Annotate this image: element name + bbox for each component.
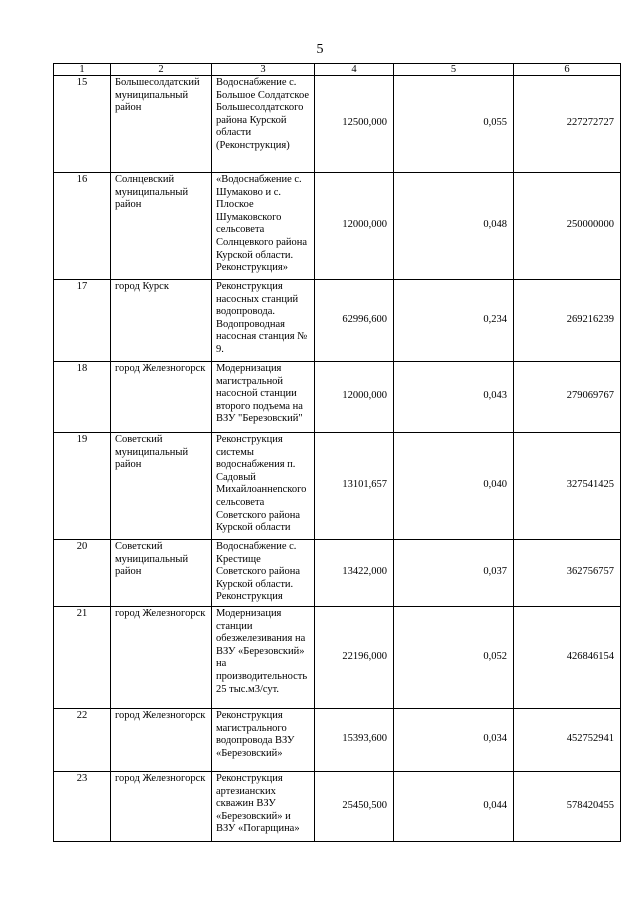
table-row — [54, 280, 621, 362]
table-row — [54, 173, 621, 280]
cost-cell: 15393,600 — [315, 708, 394, 771]
district-cell: Советский муниципальный район — [111, 433, 212, 540]
table-row — [54, 362, 621, 433]
rank-value-cell: 452752941 — [514, 708, 621, 771]
coefficient-cell: 0,034 — [394, 708, 514, 771]
coefficient-cell: 0,040 — [394, 433, 514, 540]
rank-value-cell: 279069767 — [514, 362, 621, 433]
column-header: 4 — [315, 64, 394, 76]
table-row — [54, 771, 621, 841]
project-cell: Модернизация магистральной насосной станции второго подъема на ВЗУ "Березовский" — [212, 362, 315, 433]
coefficient-cell: 0,043 — [394, 362, 514, 433]
district-cell: город Железногорск — [111, 708, 212, 771]
rank-value-cell: 327541425 — [514, 433, 621, 540]
project-cell: Реконструкция артезианских скважин ВЗУ «Березовский» и ВЗУ «Погарщина» — [212, 771, 315, 841]
row-number: 18 — [54, 362, 111, 433]
rank-value-cell: 269216239 — [514, 280, 621, 362]
table-row — [54, 708, 621, 771]
table-row — [54, 76, 621, 173]
district-cell: Солнцевский муниципальный район — [111, 173, 212, 280]
table-row — [54, 606, 621, 708]
header-row — [54, 64, 621, 76]
cost-cell: 13101,657 — [315, 433, 394, 540]
cost-cell: 12500,000 — [315, 76, 394, 173]
project-cell: Модернизация станции обезжелезивания на ВЗУ «Березовский» на производительность 25 тыс.м3/сут. — [212, 606, 315, 708]
project-cell: Реконструкция магистрального водопровода ВЗУ «Березовский» — [212, 708, 315, 771]
row-number: 17 — [54, 280, 111, 362]
column-header: 5 — [394, 64, 514, 76]
rank-value-cell: 426846154 — [514, 606, 621, 708]
rank-value-cell: 227272727 — [514, 76, 621, 173]
column-header: 3 — [212, 64, 315, 76]
project-cell: Реконструкция насосных станций водопровода. Водопроводная насосная станция № 9. — [212, 280, 315, 362]
rank-value-cell: 578420455 — [514, 771, 621, 841]
rank-value-cell: 362756757 — [514, 540, 621, 607]
page-number: 5 — [316, 42, 324, 57]
cost-cell: 22196,000 — [315, 606, 394, 708]
coefficient-cell: 0,044 — [394, 771, 514, 841]
rank-value-cell: 250000000 — [514, 173, 621, 280]
row-number: 22 — [54, 708, 111, 771]
table-row — [54, 433, 621, 540]
coefficient-cell: 0,055 — [394, 76, 514, 173]
column-header: 1 — [54, 64, 111, 76]
coefficient-cell: 0,037 — [394, 540, 514, 607]
cost-cell: 25450,500 — [315, 771, 394, 841]
project-cell: Реконструкция системы водоснабжения п. Садовый Михайлоаннenского сельсовета Советского района Курской области — [212, 433, 315, 540]
table-row — [54, 540, 621, 607]
district-cell: Советский муниципальный район — [111, 540, 212, 607]
coefficient-cell: 0,052 — [394, 606, 514, 708]
cost-cell: 13422,000 — [315, 540, 394, 607]
row-number: 15 — [54, 76, 111, 173]
district-cell: город Железногорск — [111, 771, 212, 841]
coefficient-cell: 0,234 — [394, 280, 514, 362]
district-cell: город Железногорск — [111, 362, 212, 433]
column-header: 6 — [514, 64, 621, 76]
column-header: 2 — [111, 64, 212, 76]
cost-cell: 12000,000 — [315, 362, 394, 433]
row-number: 20 — [54, 540, 111, 607]
cost-cell: 62996,600 — [315, 280, 394, 362]
project-cell: «Водоснабжение с. Шумаково и с. Плоское Шумаковского сельсовета Солнцевкого района Курской области. Реконструкция» — [212, 173, 315, 280]
row-number: 23 — [54, 771, 111, 841]
project-cell: Водоснабжение с. Крестище Советского района Курской области. Реконструкция — [212, 540, 315, 607]
cost-cell: 12000,000 — [315, 173, 394, 280]
row-number: 21 — [54, 606, 111, 708]
district-cell: Большесолдатский муниципальный район — [111, 76, 212, 173]
district-cell: город Курск — [111, 280, 212, 362]
row-number: 16 — [54, 173, 111, 280]
project-cell: Водоснабжение с. Большое Солдатское Большесолдатского района Курской области (Реконструкция) — [212, 76, 315, 173]
projects-table — [53, 63, 621, 842]
row-number: 19 — [54, 433, 111, 540]
district-cell: город Железногорск — [111, 606, 212, 708]
coefficient-cell: 0,048 — [394, 173, 514, 280]
